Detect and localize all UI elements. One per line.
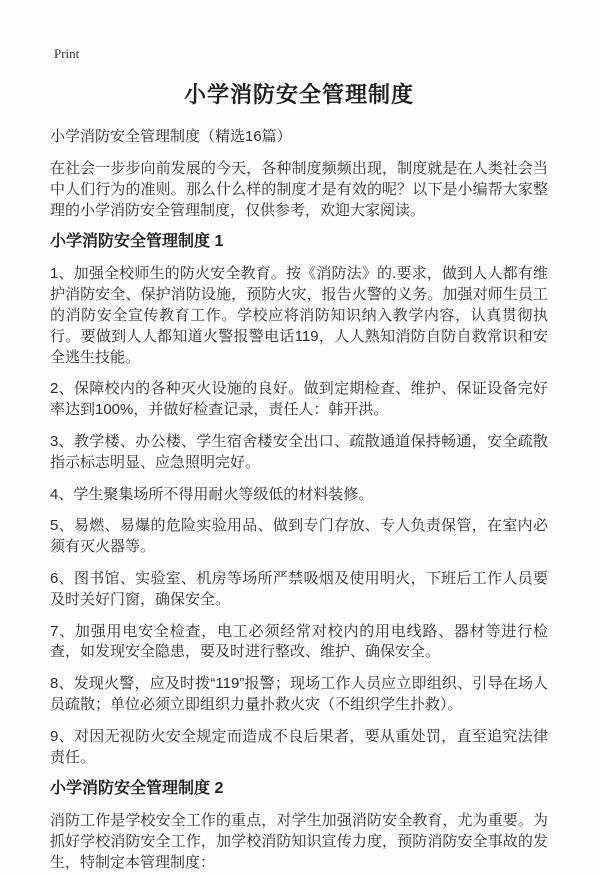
section-1-heading: 小学消防安全管理制度 1 xyxy=(50,233,224,251)
document-subtitle: 小学消防安全管理制度（精选16篇） xyxy=(50,128,292,145)
section-1-item-1: 1、加强全校师生的防火安全教育。按《消防法》的.要求，做到人人都有维护消防安全、保护消防设施，预防火灾，报告火警的义务。加强对师生员工的消防安全宣传教育工作。学校应将消防知识纳入教学内容，认真贯彻执行。要做到人人都知道火警报警电话119，人人熟知消防自防自救常识和安全逃生技能。 xyxy=(50,265,548,366)
section-1-item-5: 5、易燃、易爆的危险实验用品、做到专门存放、专人负责保管，在室内必须有灭火器等。 xyxy=(50,517,548,556)
section-1-item-9: 9、对因无视防火安全规定而造成不良后果者，要从重处罚，直至追究法律责任。 xyxy=(50,727,548,766)
section-1-item-6: 6、图书馆、实验室、机房等场所严禁吸烟及使用明火，下班后工作人员要及时关好门窗，确保安全。 xyxy=(50,569,548,608)
section-2-heading: 小学消防安全管理制度 2 xyxy=(50,780,224,798)
intro-paragraph: 在社会一步步向前发展的今天，各种制度频频出现，制度就是在人类社会当中人们行为的准则。那么什么样的制度才是有效的呢？以下是小编帮大家整理的小学消防安全管理制度，仅供参考，欢迎大家阅读。 xyxy=(50,160,548,219)
document-title: 小学消防安全管理制度 xyxy=(183,82,414,107)
section-1-item-3: 3、教学楼、办公楼、学生宿舍楼安全出口、疏散通道保持畅通，安全疏散指示标志明显、应急照明完好。 xyxy=(50,432,548,471)
section-1-item-8: 8、发现火警，应及时拨“119”报警；现场工作人员应立即组织、引导在场人员疏散；单位必须立即组织力量扑救火灾（不组织学生扑救）。 xyxy=(50,675,548,713)
section-1-item-7: 7、加强用电安全检查，电工必须经常对校内的用电线路、器材等进行检查，如发现安全隐患，要及时进行整改、维护、确保安全。 xyxy=(50,622,548,661)
section-2-intro-paragraph: 消防工作是学校安全工作的重点，对学生加强消防安全教育，尤为重要。为抓好学校消防安全工作，加学校消防知识宣传力度，预防消防安全事故的发生，特制定本管理制度： xyxy=(50,812,548,871)
section-1-item-4: 4、学生聚集场所不得用耐火等级低的材料装修。 xyxy=(50,485,374,503)
print-button[interactable]: Print xyxy=(54,46,80,61)
section-1-item-2: 2、保障校内的各种灭火设施的良好。做到定期检查、维护、保证设备完好率达到100%，并做好检查记录，责任人：韩开洪。 xyxy=(50,380,548,419)
